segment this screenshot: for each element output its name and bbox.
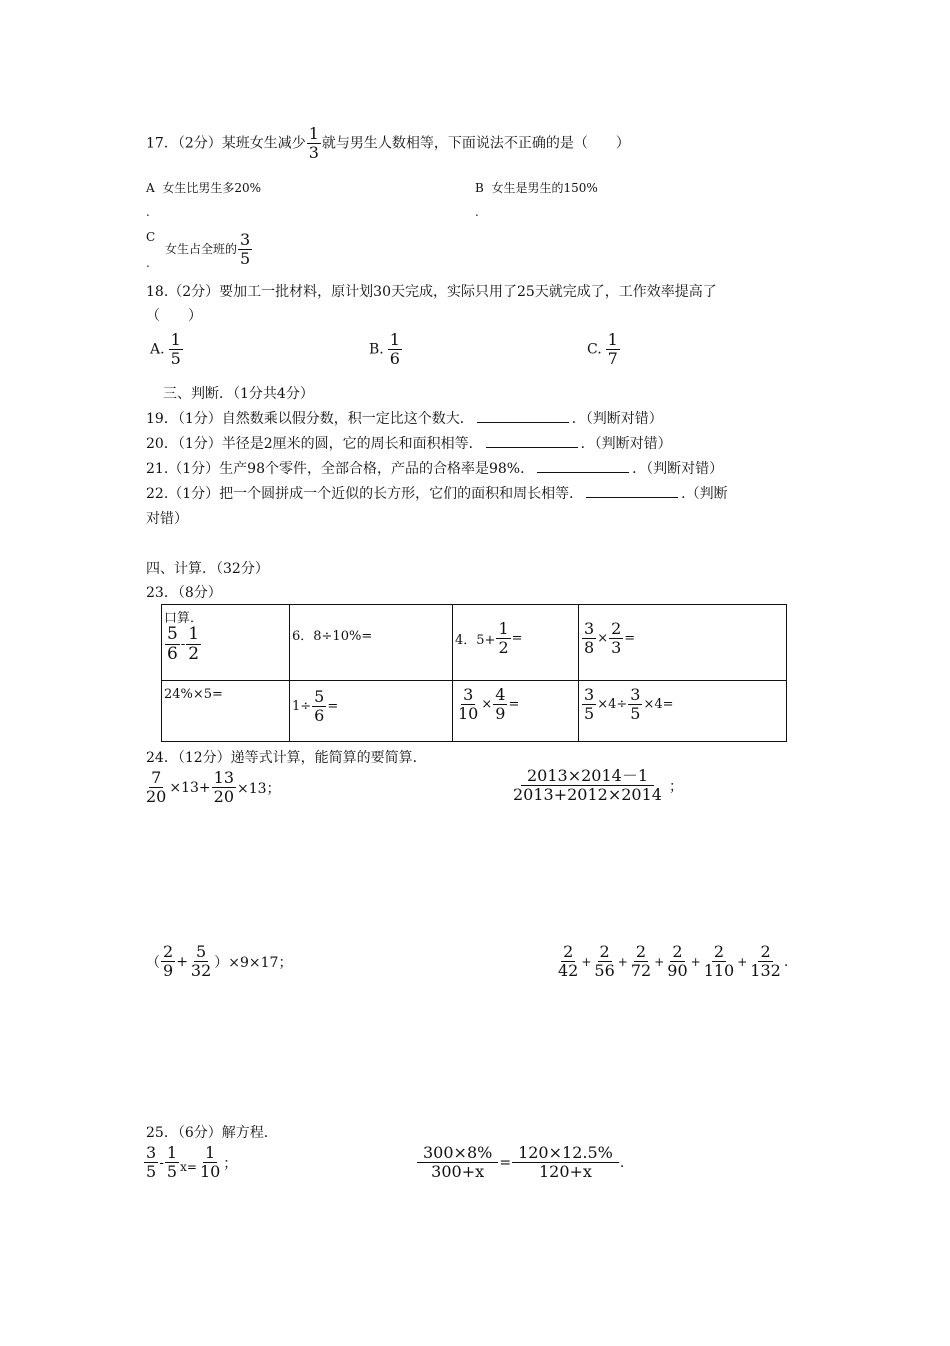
- q24-title: 24．（12分）递等式计算，能简算的要简算．: [146, 750, 427, 766]
- q24-expr-3: （ $\frac{2}{9}$ + $\frac{5}{32}$ ）×9×17；: [146, 942, 293, 980]
- calc-cell-1: 口算． $\frac{5}{6}$ - $\frac{1}{2}$: [162, 605, 290, 681]
- section-4-title: 四、计算．（32分）: [146, 561, 269, 577]
- calc-cell-7: $\frac{3}{10}$ × $\frac{4}{9}$ =: [453, 681, 579, 742]
- q18-option-b: B. $\frac{1}{6}$: [369, 330, 400, 368]
- calc-cell-3: 4．5+ $\frac{1}{2}$ =: [453, 605, 579, 681]
- q22-line2: 对错）: [146, 511, 188, 527]
- answer-blank[interactable]: [537, 460, 629, 473]
- q17-option-b: B 女生是男生的150%: [475, 181, 598, 195]
- q18-option-a: A. $\frac{1}{5}$: [150, 330, 181, 368]
- calc-cell-5: 24%×5=: [162, 681, 290, 742]
- q17-option-a: A 女生比男生多20%: [146, 181, 261, 195]
- answer-blank[interactable]: [586, 485, 678, 498]
- q22: 22.（1分）把一个圆拼成一个近似的长方形，它们的面积和周长相等． .（判断: [146, 486, 728, 502]
- calc-cell-2: 6．8÷10%=: [290, 605, 453, 681]
- q17-stem: 17．（2分）某班女生减少 $\frac{1}{3}$ 就与男生人数相等，下面说法不正确的是（ ）: [146, 124, 630, 162]
- calc-cell-4: $\frac{3}{8}$ × $\frac{2}{3}$ =: [579, 605, 787, 681]
- q18-stem-line1: 18.（2分）要加工一批材料，原计划30天完成，实际只用了25天就完成了，工作效率提高了: [146, 284, 717, 300]
- q17-option-c: 女生占全班的 $\frac{3}{5}$: [165, 230, 251, 268]
- section-3-title: 三、判断．（1分共4分）: [163, 386, 314, 402]
- q17-option-c-letter: C: [146, 230, 156, 244]
- q24-expr-4: $\frac{2}{42}$ + $\frac{2}{56}$ + $\frac{2}{72}$ + $\frac{2}{90}$ + $\frac{2}{110}$ + $\frac{2}{132}$ .: [558, 942, 789, 980]
- fraction: $\frac{3}{5}$: [240, 230, 251, 268]
- q21: 21.（1分）生产98个零件，全部合格，产品的合格率是98%． ．（判断对错）: [146, 461, 724, 477]
- calc-cell-8: $\frac{3}{5}$ ×4÷ $\frac{3}{5}$ ×4=: [579, 681, 787, 742]
- q18-stem-line2: （ ）: [146, 308, 202, 324]
- q19: 19．（1分）自然数乘以假分数，积一定比这个数大． ．（判断对错）: [146, 411, 663, 427]
- q25-equation-2: $\frac{300\times 8\%}{300+x}$ = $\frac{120\times 12.5\%}{120+x}$ .: [416, 1145, 624, 1180]
- q25-title: 25．（6分）解方程．: [146, 1125, 278, 1141]
- q17-option-a-dot: .: [146, 205, 150, 219]
- q23-title: 23．（8分）: [146, 585, 222, 601]
- q17-option-b-dot: .: [475, 205, 479, 219]
- q17-option-c-dot: .: [146, 256, 150, 270]
- answer-blank[interactable]: [477, 410, 569, 423]
- q24-expr-1: $\frac{7}{20}$ ×13+ $\frac{13}{20}$ ×13；: [146, 768, 281, 806]
- q24-expr-2: $\frac{2013\times 2014-1}{2013+2012\times 2014}$ ；: [513, 766, 683, 804]
- oral-calc-table: [161, 604, 787, 742]
- q25-equation-1: $\frac{3}{5}$ - $\frac{1}{5}$ x= $\frac{1}{10}$ ；: [146, 1143, 238, 1181]
- answer-blank[interactable]: [486, 435, 578, 448]
- fraction: $\frac{1}{3}$: [308, 124, 319, 162]
- q20: 20．（1分）半径是2厘米的圆，它的周长和面积相等． ．（判断对错）: [146, 436, 672, 452]
- calc-cell-6: 1÷ $\frac{5}{6}$ =: [290, 681, 453, 742]
- q18-option-c: C. $\frac{1}{7}$: [587, 330, 618, 368]
